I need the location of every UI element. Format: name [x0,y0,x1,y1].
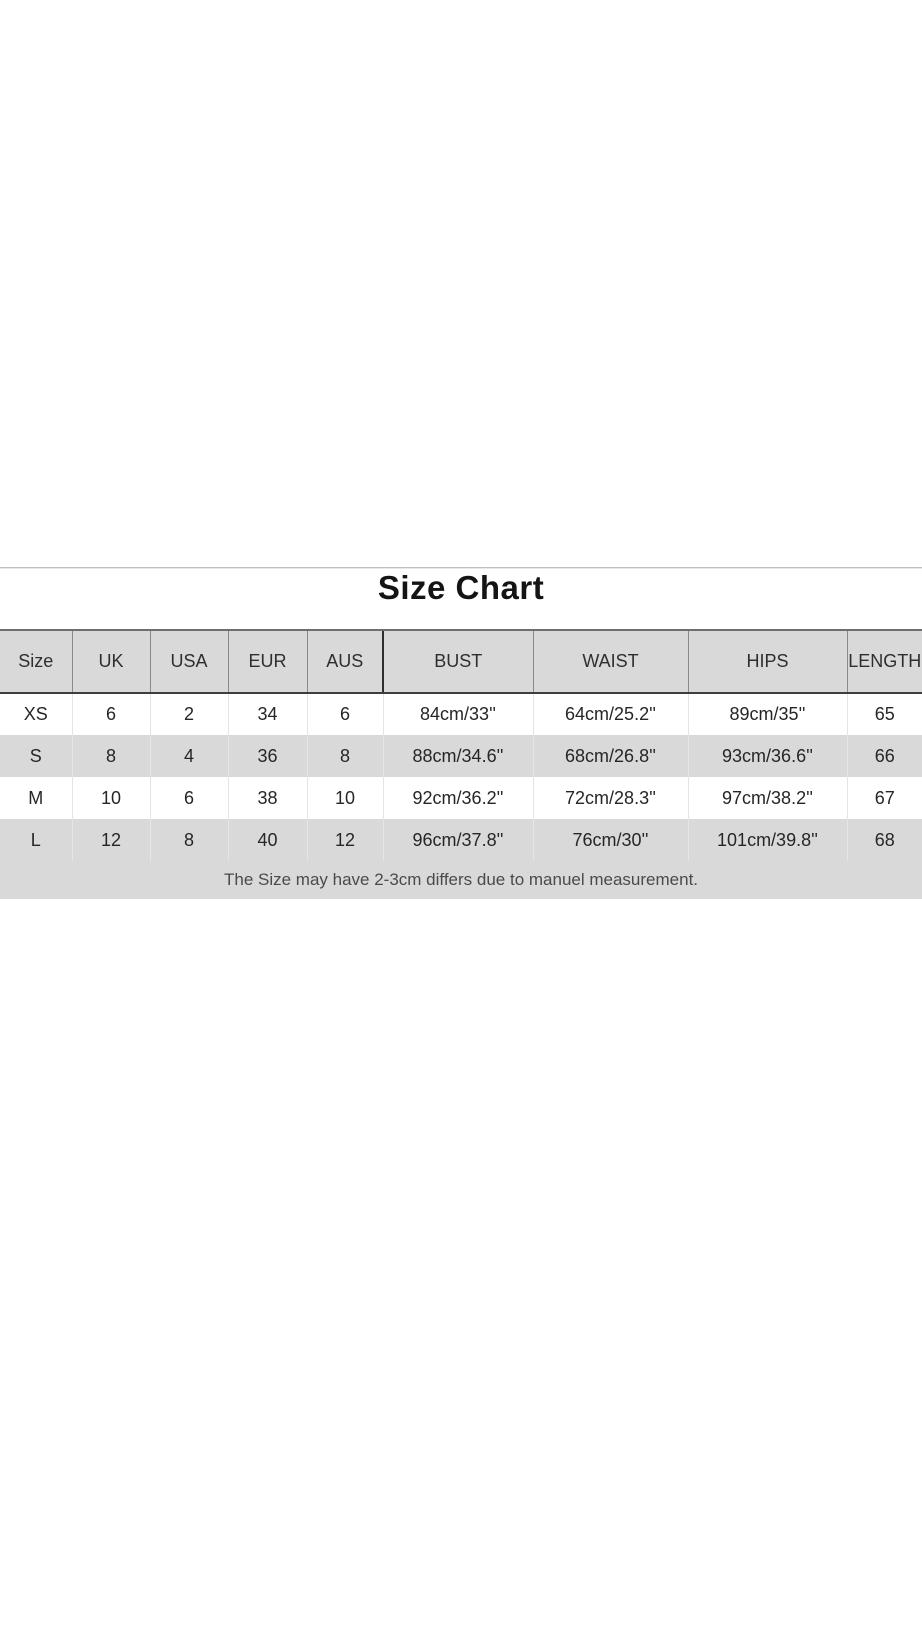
column-header-eur: EUR [228,630,307,693]
cell-length: 67 [847,777,922,819]
cell-usa: 8 [150,819,228,861]
table-row-xs [0,693,922,735]
column-header-waist: WAIST [533,630,688,693]
cell-bust: 96cm/37.8'' [383,819,533,861]
cell-waist: 72cm/28.3'' [533,777,688,819]
measurement-note: The Size may have 2-3cm differs due to manuel measurement. [0,861,922,899]
cell-uk: 8 [72,735,150,777]
table-note-row [0,861,922,899]
cell-eur: 36 [228,735,307,777]
cell-usa: 6 [150,777,228,819]
column-header-length: LENGTH [847,630,922,693]
table-row-m [0,777,922,819]
cell-uk: 6 [72,693,150,735]
cell-hips: 93cm/36.6'' [688,735,847,777]
table-header-row [0,630,922,693]
cell-uk: 10 [72,777,150,819]
column-header-size: Size [0,630,72,693]
cell-size: M [0,777,72,819]
cell-usa: 2 [150,693,228,735]
cell-length: 68 [847,819,922,861]
cell-waist: 76cm/30'' [533,819,688,861]
cell-bust: 88cm/34.6'' [383,735,533,777]
cell-aus: 12 [307,819,383,861]
cell-aus: 6 [307,693,383,735]
cell-size: L [0,819,72,861]
cell-size: XS [0,693,72,735]
size-chart-title: Size Chart [377,569,545,606]
column-header-uk: UK [72,630,150,693]
cell-waist: 64cm/25.2'' [533,693,688,735]
table-row-l [0,819,922,861]
cell-hips: 97cm/38.2'' [688,777,847,819]
table-row-s [0,735,922,777]
cell-length: 66 [847,735,922,777]
column-header-hips: HIPS [688,630,847,693]
cell-hips: 89cm/35'' [688,693,847,735]
cell-size: S [0,735,72,777]
cell-aus: 8 [307,735,383,777]
cell-uk: 12 [72,819,150,861]
cell-waist: 68cm/26.8'' [533,735,688,777]
cell-eur: 38 [228,777,307,819]
size-chart-table [0,629,922,899]
cell-eur: 34 [228,693,307,735]
column-header-usa: USA [150,630,228,693]
cell-bust: 92cm/36.2'' [383,777,533,819]
cell-aus: 10 [307,777,383,819]
column-header-bust: BUST [383,630,533,693]
cell-bust: 84cm/33'' [383,693,533,735]
cell-usa: 4 [150,735,228,777]
column-header-aus: AUS [307,630,383,693]
cell-eur: 40 [228,819,307,861]
cell-length: 65 [847,693,922,735]
cell-hips: 101cm/39.8'' [688,819,847,861]
